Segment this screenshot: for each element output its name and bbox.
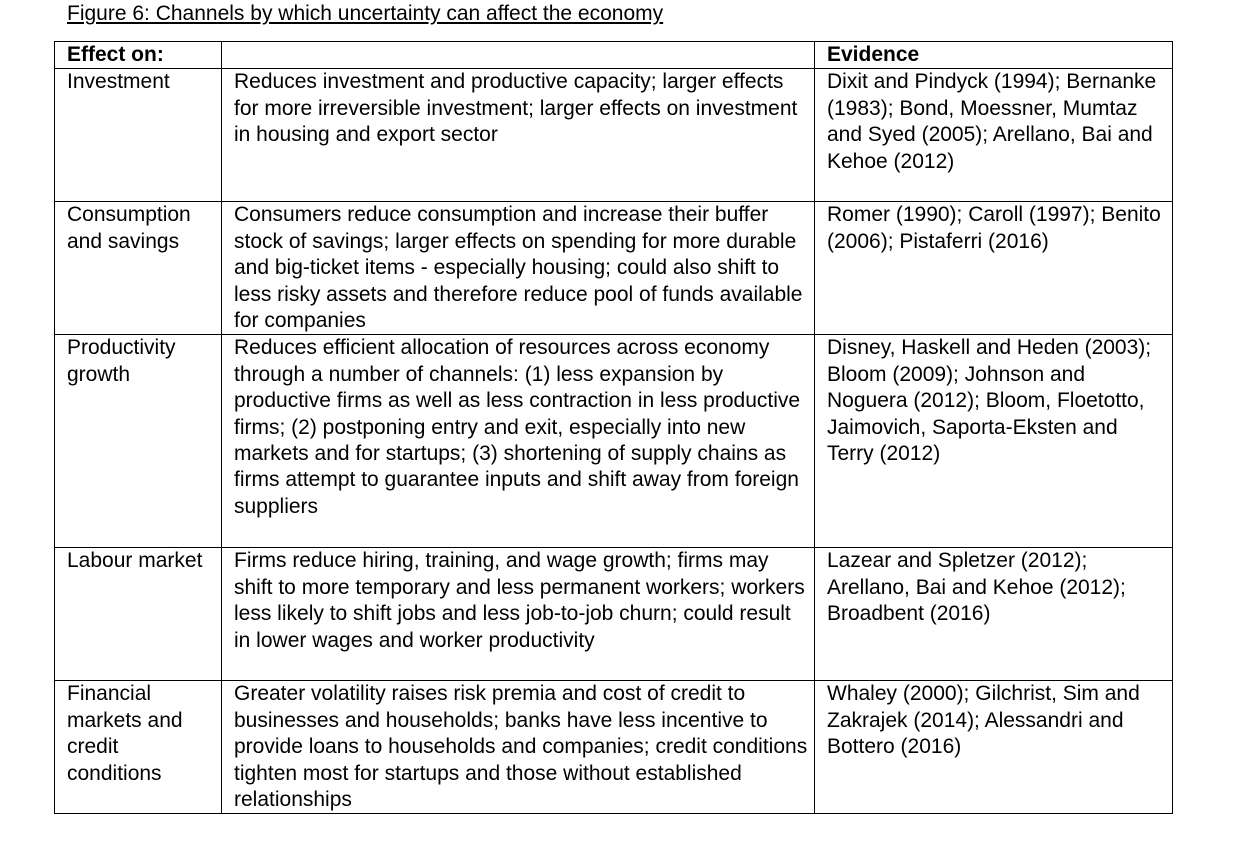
table-row: [55, 548, 1173, 681]
channels-table: [54, 41, 1173, 814]
table-row: [55, 681, 1173, 814]
description-cell: Consumers reduce consumption and increase their buffer stock of savings; larger effects on spending for more durable and big-ticket items - especially housing; could also shift to less risky assets and therefore reduce pool of funds available for companies: [222, 202, 815, 335]
header-description: [222, 42, 815, 69]
table-header-row: [55, 42, 1173, 69]
table-row: [55, 335, 1173, 548]
effect-cell: Investment: [55, 69, 222, 202]
description-cell: Greater volatility raises risk premia and cost of credit to businesses and households; banks have less incentive to provide loans to households and companies; credit conditions tighten most for startups and those without established relationships: [222, 681, 815, 814]
evidence-cell: Disney, Haskell and Heden (2003); Bloom (2009); Johnson and Noguera (2012); Bloom, Floetotto, Jaimovich, Saporta-Eksten and Terry (2012): [815, 335, 1173, 548]
evidence-cell: Whaley (2000); Gilchrist, Sim and Zakrajek (2014); Alessandri and Bottero (2016): [815, 681, 1173, 814]
table-row: [55, 202, 1173, 335]
evidence-cell: Lazear and Spletzer (2012); Arellano, Bai and Kehoe (2012); Broadbent (2016): [815, 548, 1173, 681]
header-evidence: Evidence: [815, 42, 1173, 69]
evidence-cell: Dixit and Pindyck (1994); Bernanke (1983); Bond, Moessner, Mumtaz and Syed (2005); Arellano, Bai and Kehoe (2012): [815, 69, 1173, 202]
description-cell: Firms reduce hiring, training, and wage growth; firms may shift to more temporary and less permanent workers; workers less likely to shift jobs and less job-to-job churn; could result in lower wages and worker productivity: [222, 548, 815, 681]
table-row: [55, 69, 1173, 202]
evidence-cell: Romer (1990); Caroll (1997); Benito (2006); Pistaferri (2016): [815, 202, 1173, 335]
effect-cell: Financial markets and credit conditions: [55, 681, 222, 814]
effect-cell: Labour market: [55, 548, 222, 681]
header-effect-on: Effect on:: [55, 42, 222, 69]
description-cell: Reduces efficient allocation of resources across economy through a number of channels: (1) less expansion by productive firms as well as less contraction in less productive firms; (2) postponing entry and exit, especially into new markets and for startups; (3) shortening of supply chains as firms attempt to guarantee inputs and shift away from foreign suppliers: [222, 335, 815, 548]
description-cell: Reduces investment and productive capacity; larger effects for more irreversible investment; larger effects on investment in housing and export sector: [222, 69, 815, 202]
figure-caption: Figure 6: Channels by which uncertainty can affect the economy: [67, 2, 664, 25]
effect-cell: Productivity growth: [55, 335, 222, 548]
effect-cell: Consumption and savings: [55, 202, 222, 335]
